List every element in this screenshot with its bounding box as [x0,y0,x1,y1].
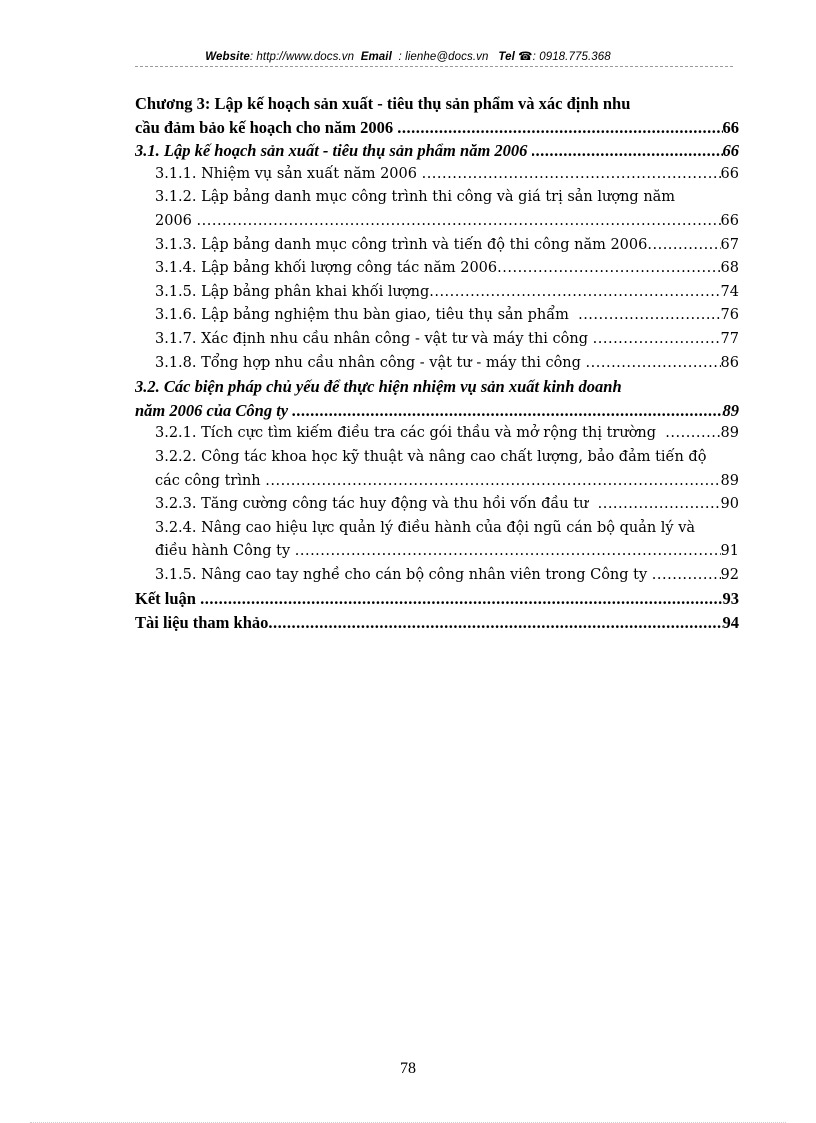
toc-item-3-1-1[interactable] [135,163,739,187]
toc-title-line2: 2006 [155,212,192,229]
toc-page: 68 [720,260,739,277]
page-number: 78 [400,1060,416,1077]
toc-chapter-entry[interactable] [135,116,739,140]
toc-title: 3.1.5. Nâng cao tay nghề cho cán bộ công nhân viên trong Công ty [155,566,648,583]
toc-title: 3.1.7. Xác định nhu cầu nhân công - vật tư và máy thi công [155,330,589,347]
leader-dots [586,352,721,376]
leader-dots [598,493,721,517]
toc-page: 67 [720,236,739,253]
leader-dots [593,328,721,352]
leader-dots [578,304,720,328]
leader-dots [652,564,721,588]
header-divider [135,66,733,67]
toc-title: Tài liệu tham khảo [135,613,269,633]
toc-section-1[interactable] [135,139,739,163]
toc-page: 66 [720,212,739,229]
toc-item-3-2-4-line1[interactable]: 3.2.4. Nâng cao hiệu lực quản lý điều hành của đội ngũ cán bộ quản lý và [155,519,696,536]
toc-title: 3.1.6. Lập bảng nghiệm thu bàn giao, tiêu thụ sản phẩm [155,307,569,324]
toc-page: 66 [722,117,739,137]
toc-item-3-1-2-line1[interactable]: 3.1.2. Lập bảng danh mục công trình thi công và giá trị sản lượng năm [155,189,676,206]
leader-dots [292,399,722,423]
toc-section-2-line1[interactable]: 3.2. Các biện pháp chủ yếu để thực hiện nhiệm vụ sản xuất kinh doanh [135,377,622,397]
toc-title: 3.1. Lập kế hoạch sản xuất - tiêu thụ sản phẩm năm 2006 [135,141,528,161]
toc-title: 3.1.8. Tổng hợp nhu cầu nhân công - vật tư - máy thi công [155,354,581,371]
toc-item-3-1-7[interactable] [135,328,739,352]
phone-icon: ☎ [518,51,533,63]
toc-page: 76 [720,307,739,324]
toc-page: 89 [720,425,739,442]
toc-item-3-2-1[interactable] [135,422,739,446]
toc-page: 90 [720,496,739,513]
toc-section-2[interactable] [135,399,739,423]
toc-title: Kết luận [135,589,196,609]
toc-page: 77 [720,330,739,347]
toc-item-3-1-4[interactable] [135,257,739,281]
toc-page: 93 [722,589,739,609]
leader-dots [265,470,720,494]
toc-page: 66 [722,141,739,161]
toc-title: 3.1.1. Nhiệm vụ sản xuất năm 2006 [155,165,417,182]
toc-page: 89 [720,472,739,489]
leader-dots [200,587,722,611]
leader-dots [397,116,722,140]
toc-page: 94 [722,613,739,633]
toc-item-3-1-3[interactable] [135,234,739,258]
toc-title-line2: các công trình [155,472,261,489]
leader-dots [295,540,721,564]
website-label: Website [205,51,250,63]
toc-title: 3.2.1. Tích cực tìm kiếm điều tra các gói thầu và mở rộng thị trường [155,425,657,442]
toc-page: 89 [722,400,739,420]
page-header [0,49,816,63]
toc-title: 3.2.3. Tăng cường công tác huy động và thu hồi vốn đầu tư [155,496,589,513]
toc-page: 91 [720,543,739,560]
table-of-contents [135,92,739,635]
toc-item-3-2-2-line1[interactable]: 3.2.2. Công tác khoa học kỹ thuật và nâng cao chất lượng, bảo đảm tiến độ [155,448,707,465]
email-value[interactable]: : lienhe@docs.vn [398,51,489,63]
leader-dots [268,611,722,635]
toc-page: 74 [720,283,739,300]
toc-item-3-2-2[interactable] [135,470,739,494]
toc-chapter-line1[interactable]: Chương 3: Lập kế hoạch sản xuất - tiêu thụ sản phẩm và xác định nhu [135,94,631,113]
toc-conclusion[interactable] [135,587,739,611]
leader-dots [665,422,720,446]
toc-title: 3.1.4. Lập bảng khối lượng công tác năm 2006 [155,260,498,277]
leader-dots [647,234,720,258]
toc-title: 3.1.3. Lập bảng danh mục công trình và tiến độ thi công năm 2006 [155,236,648,253]
leader-dots [497,257,720,281]
email-label: Email [360,51,392,63]
toc-title-line2: điều hành Công ty [155,543,291,560]
toc-references[interactable] [135,611,739,635]
toc-item-3-1-6[interactable] [135,304,739,328]
leader-dots [429,281,720,305]
toc-page: 92 [720,566,739,583]
tel-label: Tel [498,51,515,63]
toc-page: 66 [720,165,739,182]
toc-item-3-2-4[interactable] [135,540,739,564]
website-value[interactable]: : http://www.docs.vn [249,51,355,63]
toc-item-3-1-5[interactable] [135,281,739,305]
toc-page: 86 [720,354,739,371]
toc-title-line2: năm 2006 của Công ty [135,400,289,420]
leader-dots [532,139,723,163]
leader-dots [197,210,721,234]
toc-chapter-line2: cầu đảm bảo kế hoạch cho năm 2006 [135,117,394,137]
toc-item-3-1-8[interactable] [135,352,739,376]
toc-title: 3.1.5. Lập bảng phân khai khối lượng [155,283,430,300]
tel-value: : 0918.775.368 [532,51,611,63]
toc-item-3-1-2[interactable] [135,210,739,234]
leader-dots [422,163,721,187]
toc-item-3-2-3[interactable] [135,493,739,517]
toc-item-3-2-5[interactable] [135,564,739,588]
